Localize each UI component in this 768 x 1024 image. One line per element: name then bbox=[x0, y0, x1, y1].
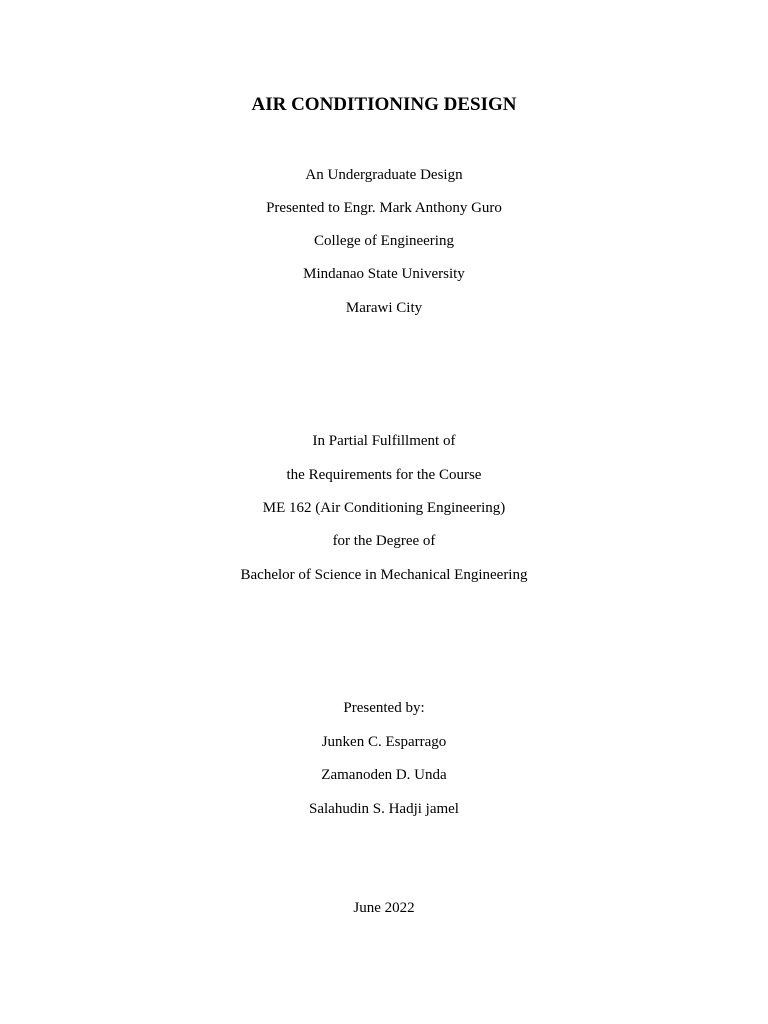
university: Mindanao State University bbox=[303, 266, 465, 282]
document-date: June 2022 bbox=[353, 900, 415, 916]
degree-name: Bachelor of Science in Mechanical Engineering bbox=[240, 567, 528, 583]
course-line: ME 162 (Air Conditioning Engineering) bbox=[262, 500, 506, 516]
author-name: Salahudin S. Hadji jamel bbox=[309, 801, 459, 817]
presented-by-heading: Presented by: bbox=[343, 700, 425, 716]
presented-to: Presented to Engr. Mark Anthony Guro bbox=[266, 200, 502, 216]
degree-of-line: for the Degree of bbox=[332, 533, 436, 549]
college: College of Engineering bbox=[314, 233, 454, 249]
requirements-line: the Requirements for the Course bbox=[286, 467, 482, 483]
city: Marawi City bbox=[345, 300, 423, 316]
fulfillment-line: In Partial Fulfillment of bbox=[312, 433, 456, 449]
author-name: Junken C. Esparrago bbox=[321, 734, 447, 750]
document-title: AIR CONDITIONING DESIGN bbox=[251, 94, 517, 115]
author-name: Zamanoden D. Unda bbox=[321, 767, 447, 783]
submission-type: An Undergraduate Design bbox=[305, 167, 463, 183]
